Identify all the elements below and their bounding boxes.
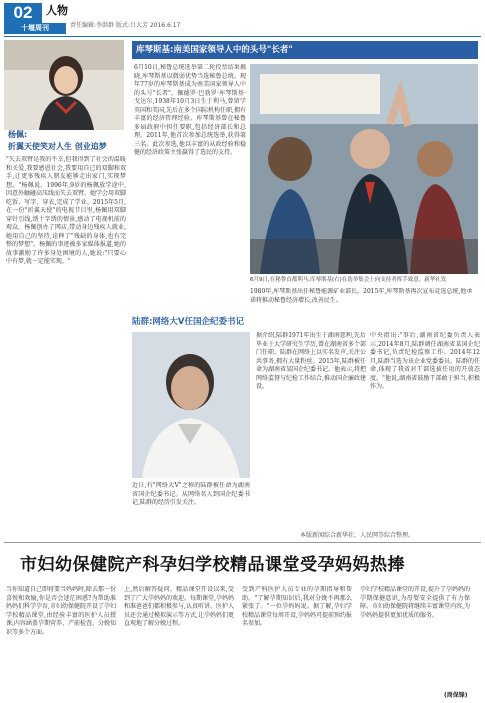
header-rule xyxy=(4,36,481,37)
issue-number: 02 xyxy=(4,3,42,23)
caption-name: 杨佩: xyxy=(8,130,28,139)
bottom-article-col4: 孕妇学校精品课堂的开设,提升了孕妈妈的孕期保健意识,为母婴安全提供了有力保障。市妇幼保健院将继续丰富课堂内容,为孕妈妈提供更加优质的服务。 xyxy=(360,586,470,619)
editor-meta: 责任编辑:李洪群 版式:吕大芳 2016.6.17 xyxy=(70,22,181,29)
bottom-article-col2: 上,然后解答疑问。精品课堂开设以来,受到了广大孕妈妈的欢迎。每期课堂,孕妈妈和准爸爸们都积极参与,认真听讲。医护人员还会通过模拟演示等方式,让孕妈妈们更直观地了解分娩过程。 xyxy=(124,586,234,627)
bottom-article-headline: 市妇幼保健院产科孕妇学校精品课堂受孕妈妈热捧 xyxy=(20,555,405,575)
mid-article-body-col1: 据介绍,陆群1971年出生于湖南慈利,先后毕业于大学研究生学历,曾在湖南省多个部门任职。陆群在网络上以实名发声,关注公共事务,拥有大量粉丝。2015年,陆群被任命为湖南省某国企纪委书记。他表示,将把网络监督与纪检工作结合,推动国企廉政建设。 xyxy=(256,332,366,390)
top-article-body: 6月10日,秘鲁总统选举第二轮投票结果揭晓,库琴斯基以微弱优势当选秘鲁总统。现年77岁的库琴斯基成为南美国家领导人中的头号"长者"。佩德罗·巴勃罗·库琴斯基·戈达尔,1938年10月3日生于利马,曾留学英国和美国,先后在多个国际机构任职,拥有丰富的经济管理经验。库琴斯基曾在秘鲁多届政府中担任要职,包括经济部长和总理。2011年,他首次参加总统选举,获得第三名。此次参选,他以丰富的从政经验和稳健的经济政策主张赢得了选民的支持。 xyxy=(134,64,246,156)
publication-name: 十堰周刊 xyxy=(4,23,66,34)
mid-article-intro: 近日,有"网络大V"之称的陆群被任命为湖南省国企纪委书记。从网络名人到国企纪委书记,陆群的经历引发关注。 xyxy=(132,482,250,506)
portrait-photo-luqun xyxy=(132,332,250,478)
section-divider xyxy=(4,542,481,543)
caption-headline: 折翼天使笑对人生 创业追梦 xyxy=(8,142,107,151)
source-note: 本版新闻综合新华社、人民网等综合整理。 xyxy=(300,532,415,539)
left-article-body: "失去双臂是我的不幸,但我得到了社会的温暖和关爱,我要感恩社会,我要用自己的双脚和双手,让更多残疾人朋友能够走出家门,实现梦想。"杨佩说。1996年,9岁的杨佩放学途中,因意外触碰高压线而失去双臂。她学会用双脚吃饭、写字、穿衣,完成了学业。2015年5月,在一份"折翼天使"的电视节目里,杨佩用双脚穿针引线,绣十字绣的情景,感动了电视机前的观众。杨佩创办了网店,带动身边残疾人就业,她用自己的坚持,诠释了"残缺的身体,也有完整的梦想"。杨佩的事迹被多家媒体报道,她的故事激励了许多身处困境的人,她说:"只要心中有梦,就一定能实现。" xyxy=(6,156,126,265)
top-article-body-continued: 1980年,库琴斯基出任秘鲁能源矿业部长。2015年,库琴斯基再次宣布竞选总统,他承诺将推动秘鲁经济增长,改善民生。 xyxy=(250,288,473,304)
mid-article-body-col2: 中央指出:"事后,湖南省纪委负责人表示,2014年8月,陆群调任湖南省某国企纪委书记,负责纪检监察工作。2014年12月,陆群当选为该企业党委委员。陆群的任命,体现了我省对干部选拔任用的开放态度。"他说,湖南省鼓励干部敢于担当,积极作为。 xyxy=(370,332,480,390)
bottom-article-col3: 受到产科医护人员专业的孕期指导和帮助。"了解孕期知识后,我对分娩不再那么紧张了。"一位孕妈妈说。据了解,孕妇学校精品课堂每周开设,孕妈妈可提前预约报名参加。 xyxy=(242,586,352,627)
top-article-title: 库琴斯基:南美国家领导人中的头号"长者" xyxy=(132,41,478,59)
mid-article-title: 陆群:网络大V任国企纪委书记 xyxy=(132,317,244,327)
section-title: 人物 xyxy=(46,4,68,17)
bottom-article-col1: 当你知道自己即将要当妈妈时,除去那一份喜悦和欢愉,你是否会迷茫困惑?为帮助准妈妈们科学孕育,市妇幼保健院开设了孕妇学校精品课堂,由经验丰富的医护人员授课,内容涵盖孕期营养、产前检查、分娩知识等多个方面。 xyxy=(6,586,116,636)
rally-photo-caption: 6月9日,在秘鲁首都利马,库琴斯基(右)在选举集会上向支持者挥手致意。新华社发 xyxy=(250,277,447,283)
byline: (周保锋) xyxy=(444,692,468,699)
portrait-photo-yangpei xyxy=(4,40,124,130)
rally-photo xyxy=(250,64,478,274)
